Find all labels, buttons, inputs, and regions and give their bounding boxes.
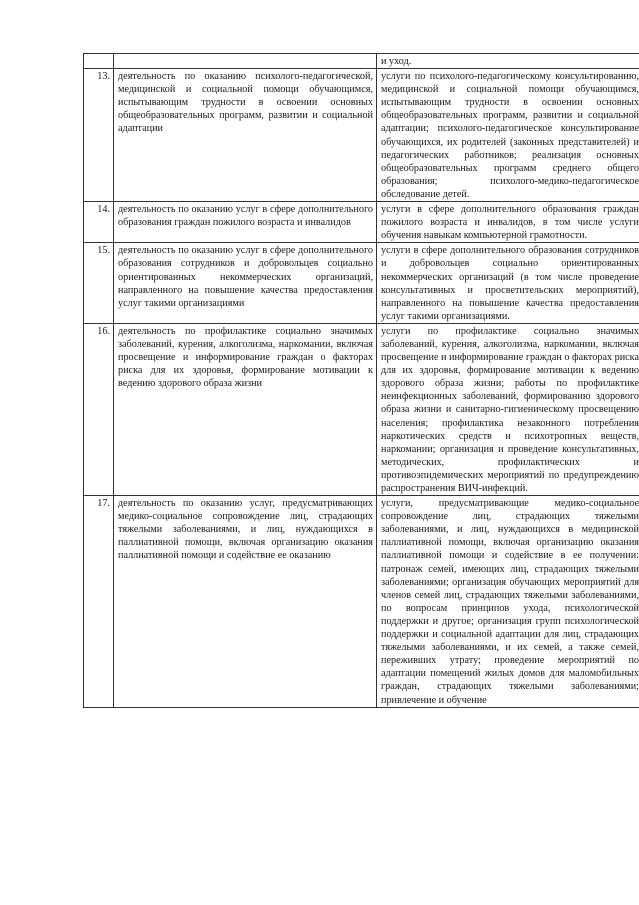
activity-cell: деятельность по оказанию услуг, предусматривающих медико-социальное сопровождение лиц, страдающих тяжелыми заболеваниями, и лиц, нуждающихся в паллиативной помощи, включая организацию оказания паллиативной помощи и содействие ее оказанию	[114, 496, 377, 708]
row-number: 16.	[84, 323, 114, 495]
table-row	[84, 323, 639, 495]
services-cell: услуги в сфере дополнительного образования сотрудников и добровольцев социально ориентированных некоммерческих организаций (в том числе проведение консультативных и просветительских мероприятий), направленного на повышение качества предоставления услуг такими организациями.	[377, 243, 639, 324]
table-row	[84, 202, 639, 243]
services-cell: услуги по профилактике социально значимых заболеваний, курения, алкоголизма, наркомании, включая просвещение и информирование граждан о факторах риска для их здоровья, формирование мотивации к ведению здорового образа жизни; работы по профилактике неинфекционных заболеваний, формированию здорового образа жизни и санитарно-гигиеническому просвещению населения; профилактика незаконного потребления наркотических средств и психотропных веществ, наркомании; организация и проведение консультативных, методических, профилактических и противоэпидемических мероприятий по предупреждению распространения ВИЧ-инфекций.	[377, 323, 639, 495]
row-number	[84, 54, 114, 69]
activity-cell	[114, 54, 377, 69]
activity-cell: деятельность по оказанию услуг в сфере дополнительного образования граждан пожилого возраста и инвалидов	[114, 202, 377, 243]
table-row	[84, 54, 639, 69]
services-cell: и уход.	[377, 54, 639, 69]
services-cell: услуги, предусматривающие медико-социальное сопровождение лиц, страдающих тяжелыми заболеваниями, и лиц, нуждающихся в медицинской паллиативной помощи, включая организацию оказания паллиативной помощи и содействие в ее получении: патронаж семей, имеющих лиц, страдающих тяжелыми заболеваниями; организация обучающих мероприятий для членов семей лиц, страдающих тяжелыми заболеваниями, по вопросам принципов ухода, психологической поддержки и другое; организация групп психологической поддержки и социальной адаптации для лиц, страдающих тяжелыми заболеваниями, и их семей, а также семей, переживших утрату; проведение мероприятий по адаптации помещений жилых домов для маломобильных граждан, страдающих тяжелыми заболеваниями; привлечение и обучение	[377, 496, 639, 708]
services-cell: услуги в сфере дополнительного образования граждан пожилого возраста и инвалидов, в том числе услуги обучения навыкам компьютерной грамотности.	[377, 202, 639, 243]
row-number: 15.	[84, 243, 114, 324]
activity-cell: деятельность по оказанию услуг в сфере дополнительного образования сотрудников и добровольцев социально ориентированных некоммерческих организаций, направленного на повышение качества предоставления услуг такими организациями	[114, 243, 377, 324]
activity-cell: деятельность по профилактике социально значимых заболеваний, курения, алкоголизма, наркомании, включая просвещение и информирование граждан о факторах риска для их здоровья, формирование мотивации к ведению здорового образа жизни	[114, 323, 377, 495]
services-table	[83, 53, 639, 708]
services-cell: услуги по психолого-педагогическому консультированию, медицинской и социальной помощи обучающимся, испытывающим трудности в освоении основных общеобразовательных программ, развитии и социальной адаптации; психолого-педагогическое консультирование обучающихся, их родителей (законных представителей) и педагогических работников; реализация основных общеобразовательных программ среднего общего образования; психолого-медико-педагогическое обследование детей.	[377, 69, 639, 202]
table-row	[84, 69, 639, 202]
row-number: 17.	[84, 496, 114, 708]
table-row	[84, 496, 639, 708]
table-row	[84, 243, 639, 324]
row-number: 13.	[84, 69, 114, 202]
row-number: 14.	[84, 202, 114, 243]
activity-cell: деятельность по оказанию психолого-педагогической, медицинской и социальной помощи обучающимся, испытывающим трудности в освоении основных общеобразовательных программ, развитии и социальной адаптации	[114, 69, 377, 202]
